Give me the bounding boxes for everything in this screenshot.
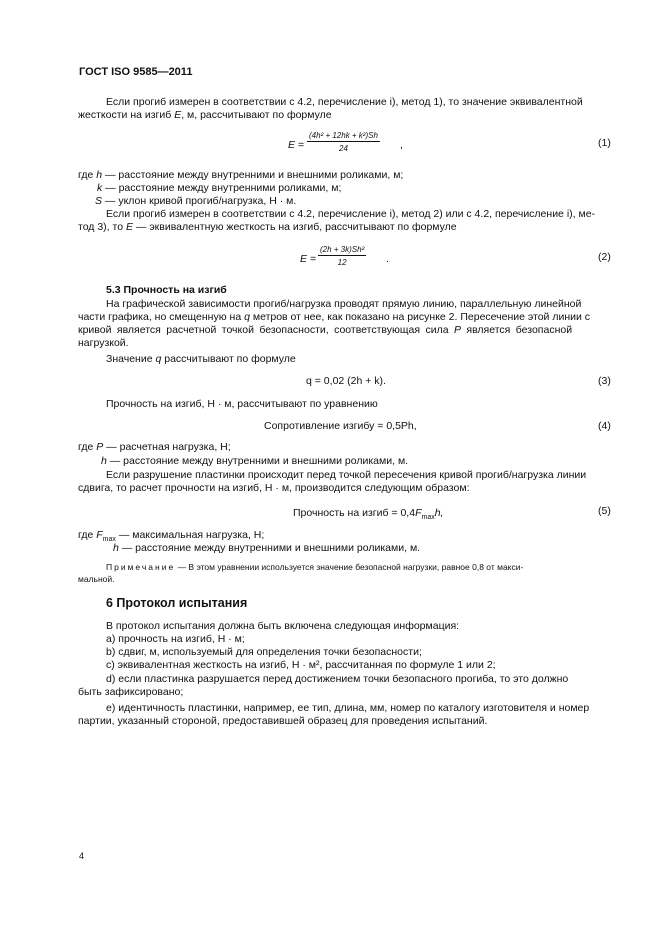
paragraph-line: На графической зависимости прогиб/нагрузка проводят прямую линию, параллельную линейной xyxy=(106,298,582,310)
list-item-d: d) если пластинка разрушается перед достижением точки безопасного прогиба, то это должно xyxy=(106,673,569,685)
symbol-k: k xyxy=(97,182,103,194)
text: — расстояние между внутренними и внешними роликами, м; xyxy=(102,169,404,181)
text: Прочность на изгиб = 0,4 xyxy=(293,507,416,519)
paragraph-line: Если прогиб измерен в соответствии с 4.2, перечисление i), метод 2) или с 4.2, перечисление i), ме- xyxy=(106,208,596,220)
equation-1-fraction xyxy=(307,131,380,153)
text: — расстояние между внутренними и внешними роликами, м. xyxy=(118,542,421,554)
section-5-3-heading: 5.3 Прочность на изгиб xyxy=(106,284,227,296)
subscript-max: max xyxy=(421,514,435,522)
subscript-max: max xyxy=(102,536,116,544)
equation-2-fraction xyxy=(318,245,366,267)
equation-5 xyxy=(293,507,443,520)
text: — расстояние между внутренними и внешними роликами, м. xyxy=(106,455,409,467)
equation-1-number: (1) xyxy=(598,137,611,149)
note-text: — В этом уравнении используется значение безопасной нагрузки, равное 0,8 от макси- xyxy=(175,562,524,572)
symbol-e: E xyxy=(174,109,182,121)
equation-1-numerator: (4h² + 12hk + k²)Sh xyxy=(309,131,378,140)
equation-2-lhs: E = xyxy=(300,253,317,265)
text: — эквивалентную жесткость на изгиб, рассчитывают по формуле xyxy=(132,221,457,233)
paragraph-line: сдвига, то расчет прочности на изгиб, Н · м, производится следующим образом: xyxy=(78,482,470,494)
text: кривой является расчетной точкой безопасности, соответствующая сила xyxy=(78,324,454,336)
text: h, xyxy=(434,507,444,519)
symbol-h: h xyxy=(101,455,107,467)
text: является безопасной xyxy=(460,324,573,336)
text: тод 3), то xyxy=(78,221,126,233)
symbol-p: P xyxy=(96,441,104,453)
equation-2-number: (2) xyxy=(598,251,611,263)
paragraph-line xyxy=(78,324,572,337)
symbol-e: E xyxy=(125,221,133,233)
equation-3: q = 0,02 (2h + k). xyxy=(306,375,386,387)
text: — расстояние между внутренними роликами, м; xyxy=(102,182,342,194)
equation-3-number: (3) xyxy=(598,375,611,387)
legend-k xyxy=(97,182,341,195)
equation-2-numerator: (2h + 3k)Sh² xyxy=(320,245,365,254)
equation-2-tail: . xyxy=(386,253,389,265)
symbol-q: q xyxy=(155,353,162,365)
text: метров от нее, как показано на рисунке 2. Пересечение этой линии с xyxy=(249,311,591,323)
note xyxy=(106,561,523,573)
paragraph-line: нагрузкой. xyxy=(78,337,129,349)
list-item-c: c) эквивалентная жесткость на изгиб, Н · м², рассчитанная по формуле 1 или 2; xyxy=(106,659,496,671)
symbol-f: F xyxy=(415,507,422,519)
paragraph-line: Если прогиб измерен в соответствии с 4.2, перечисление i), метод 1), то значение эквивалентной xyxy=(106,96,583,108)
text: Значение xyxy=(106,353,156,365)
symbol-q: q xyxy=(244,311,250,323)
page-header: ГОСТ ISO 9585—2011 xyxy=(79,66,193,78)
section-6-heading: 6 Протокол испытания xyxy=(106,596,248,610)
note-continuation: мальной. xyxy=(78,574,115,584)
text: части графика, но смещенную на xyxy=(78,311,245,323)
list-intro: В протокол испытания должна быть включена следующая информация: xyxy=(106,620,460,632)
paragraph-line xyxy=(106,353,296,366)
list-item-e: e) идентичность пластинки, например, ее тип, длина, мм, номер по каталогу изготовителя и номер xyxy=(106,702,590,714)
equation-1-lhs: E = xyxy=(288,139,305,151)
text: где xyxy=(78,441,97,453)
text: жесткости на изгиб xyxy=(78,109,175,121)
text: — максимальная нагрузка, Н; xyxy=(115,529,265,541)
legend-fmax xyxy=(78,529,264,542)
symbol-h: h xyxy=(96,169,103,181)
page-number: 4 xyxy=(79,851,85,861)
legend-s xyxy=(95,195,296,208)
list-item-b: b) сдвиг, м, используемый для определения точки безопасности; xyxy=(106,646,422,658)
text: где xyxy=(78,529,97,541)
equation-2-denominator: 12 xyxy=(337,258,347,267)
equation-4-number: (4) xyxy=(598,420,611,432)
note-label: Примечание xyxy=(106,562,176,572)
symbol-s: S xyxy=(95,195,103,207)
equation-1-denominator: 24 xyxy=(339,144,348,153)
legend-p xyxy=(78,441,231,454)
symbol-f: F xyxy=(96,529,103,541)
symbol-p: P xyxy=(453,324,461,336)
paragraph-line xyxy=(78,221,457,234)
text: , м, рассчитывают по формуле xyxy=(181,109,332,121)
equation-5-number: (5) xyxy=(598,505,611,517)
legend-h xyxy=(113,542,420,555)
text: — уклон кривой прогиб/нагрузка, Н · м. xyxy=(102,195,297,207)
equation-4: Сопротивление изгибу = 0,5Ph, xyxy=(264,420,417,432)
paragraph-line: Если разрушение пластинки происходит перед точкой пересечения кривой прогиб/нагрузка линии xyxy=(106,469,587,481)
list-item-e-continuation: партии, указанный стороной, предоставившей образец для проведения испытаний. xyxy=(78,715,488,727)
equation-1-tail: , xyxy=(400,139,403,151)
legend-h xyxy=(78,169,403,182)
text: где xyxy=(78,169,97,181)
legend-h xyxy=(101,455,408,468)
paragraph-line: Прочность на изгиб, Н · м, рассчитывают по уравнению xyxy=(106,398,378,410)
text: рассчитывают по формуле xyxy=(161,353,296,365)
paragraph-line xyxy=(78,311,590,324)
list-item-a: a) прочность на изгиб, Н · м; xyxy=(106,633,245,645)
text: — расчетная нагрузка, Н; xyxy=(103,441,231,453)
paragraph-line xyxy=(78,109,332,122)
symbol-h: h xyxy=(113,542,119,554)
list-item-d-continuation: быть зафиксировано; xyxy=(78,686,184,698)
